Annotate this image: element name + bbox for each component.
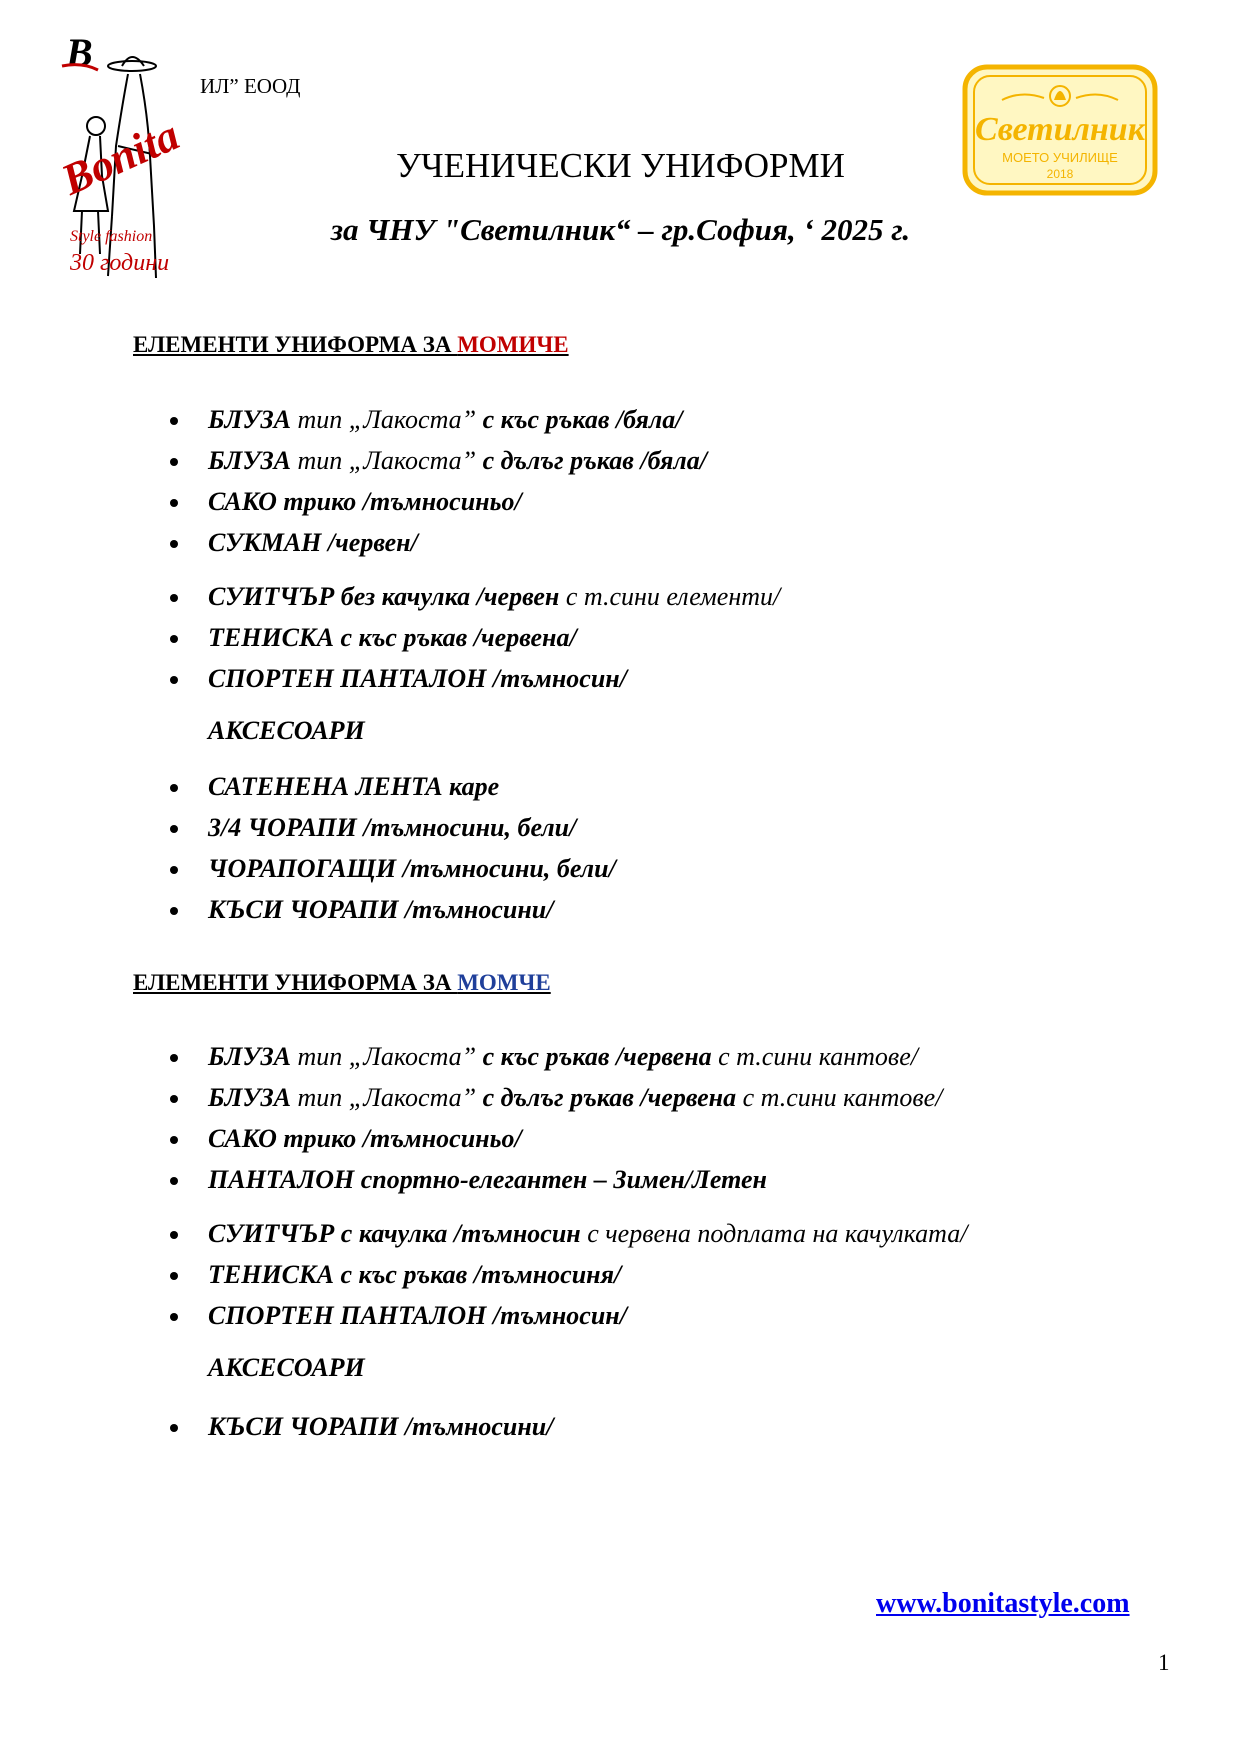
svg-text:B: B [66, 30, 93, 75]
bullet-icon [170, 1177, 178, 1185]
bullet-icon [170, 1095, 178, 1103]
bullet-icon [170, 676, 178, 684]
svg-text:30 години: 30 години [70, 250, 170, 276]
bullet-icon [170, 825, 178, 833]
heading-accent-girl: МОМИЧЕ [457, 332, 569, 357]
svg-text:Style fashion: Style fashion [70, 228, 153, 245]
boy-section-heading [133, 970, 551, 996]
bullet-icon [170, 1313, 178, 1321]
bullet-icon [170, 458, 178, 466]
document-title: УЧЕНИЧЕСКИ УНИФОРМИ [396, 146, 845, 185]
bullet-icon [170, 1272, 178, 1280]
svg-text:2018: 2018 [1046, 167, 1074, 181]
company-name: ИЛ” ЕООД [200, 74, 301, 98]
bullet-icon [170, 1424, 178, 1432]
bullet-icon [170, 417, 178, 425]
accessories-label: АКСЕСОАРИ [208, 716, 365, 745]
bullet-icon [170, 540, 178, 548]
document-subtitle: за ЧНУ "Светилник“ – гр.София, ‘ 2025 г. [330, 212, 911, 247]
bullet-icon [170, 499, 178, 507]
bullet-icon [170, 1136, 178, 1144]
website-link[interactable]: www.bonitastyle.com [876, 1588, 1130, 1619]
heading-accent-boy: МОМЧЕ [457, 970, 551, 995]
bullet-icon [170, 907, 178, 915]
bullet-icon [170, 1231, 178, 1239]
svg-text:Bonita: Bonita [54, 110, 187, 205]
bullet-icon [170, 594, 178, 602]
bullet-icon [170, 784, 178, 792]
heading-prefix: ЕЛЕМЕНТИ УНИФОРМА ЗА [133, 970, 458, 995]
heading-prefix: ЕЛЕМЕНТИ УНИФОРМА ЗА [133, 332, 458, 357]
svg-text:Светилник: Светилник [975, 111, 1145, 148]
page-number: 1 [1158, 1650, 1170, 1675]
accessories-label: АКСЕСОАРИ [208, 1353, 365, 1382]
bullet-icon [170, 1054, 178, 1062]
bullet-icon [170, 635, 178, 643]
svg-text:МОЕТО УЧИЛИЩЕ: МОЕТО УЧИЛИЩЕ [1002, 150, 1118, 165]
girl-section-heading [133, 332, 569, 358]
bullet-icon [170, 866, 178, 874]
